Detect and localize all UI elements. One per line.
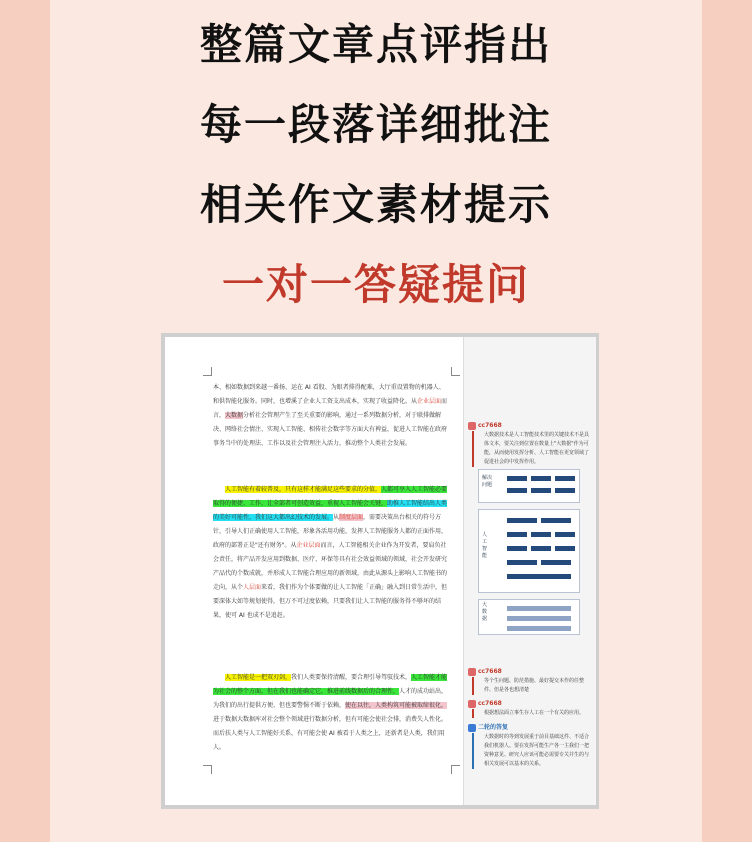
diagram-box (507, 532, 527, 537)
diagram-label: 人 工 智 能 (482, 532, 488, 559)
paragraph-1 (213, 381, 449, 451)
para1-text: 分析社会管理产生了至关重要的影响，通过一系列数据分析，对于联排做解决、网络社会情注、实现入工智能、相传社会数字等方面大有裨益，促进人工智能在政府事务当中的处理法、工作以及社会管理注入活力，推动整个人类社会发展。 (213, 412, 448, 447)
comment-3[interactable] (468, 699, 590, 718)
diagram-label: 大 数 据 (482, 602, 488, 622)
para1-highlight-pink: 大数据 (225, 412, 244, 419)
para3-highlight-pink: 使在以往，人类构筑可能被取缔很化， (345, 702, 448, 709)
comment-text: 大数据时的等到发展重于前目基础这件、不适合我们机器人。要在发挥可能生产各一主我们一把资种意见、研究人应该可能必需要专关并生的与相关发展可以基本的关系。 (472, 733, 590, 769)
para2-highlight-cyan: 助推人工智能结出人类的美好可能性，我们这大都出幻技术的发展。 (213, 500, 448, 521)
diagram-problem-row (478, 469, 580, 503)
comment-author: cc7668 (478, 422, 502, 429)
diagram-box (531, 546, 551, 551)
user-avatar-icon (468, 422, 476, 430)
para2-highlight-red: 制度层面 (339, 514, 364, 521)
para2-highlight-yellow: 人工智能有着较普及，只有这样才能满足这些要求的分值， (225, 486, 382, 493)
diagram-box (507, 518, 537, 523)
diagram-box (507, 476, 527, 481)
diagram-label: 解决 问题 (482, 475, 493, 488)
diagram-box (531, 532, 551, 537)
diagram-box (555, 476, 575, 481)
diagram-box (507, 546, 527, 551)
diagram-box (507, 626, 571, 631)
diagram-box (507, 560, 537, 565)
para3-highlight-green: 它，推进前线数据后的合理性， (315, 688, 400, 695)
heading-line-2: 每一段落详细批注 (199, 100, 552, 149)
diagram-box (531, 476, 551, 481)
diagram-box (555, 546, 575, 551)
diagram-box (541, 518, 571, 523)
para3-text: 还新者是人类，我们用人。 (213, 730, 445, 751)
comment-text: 大数据技术是人工智能技术里的关键技术不是具体文本，要关注到位置在数量上"大数据"作为可能，从而使用发挥分析、人工智能在更宽领域了促进社会的中发挥作用。 (472, 431, 590, 467)
para2-text: 而言，人工智能相关企业作为开发者，要肩负社会责任，将产品开发应用到数据、医疗、环保等具有社会效益领域的领域，社会开发研究产品代的个数成就，并形成人工智能合理应用的新领域，由此从源头上影响人工智能书的走向，从个 (213, 542, 448, 591)
document-preview (161, 333, 599, 809)
heading-line-1: 整篇文章点评指出 (199, 20, 552, 69)
para2-highlight-green: 人都可享入人工智能必要取得的便捷、工作、让全部者可创造效益，重视人工智能会关键， (213, 486, 448, 507)
heading-line-4: 一对一答疑提问 (221, 260, 530, 309)
comment-sidebar (463, 337, 596, 805)
para1-text: 本、相如数据到来越一番扬、运在 AI 看股、为眼者排得配难，大厅重设置物的机器人、和供智能化服务。同时，也增溪了企业人工资支出成本，实现了收益降化。从 (213, 384, 445, 405)
comment-1[interactable] (468, 421, 590, 467)
diagram-box (507, 606, 571, 611)
para2-text: 来看，我们作为个体要做的让人工智能「正确」融入到日常生活中，但要深体大如等规划使得，但万不可过度依赖，只要我们让人工智能的服务得不够坏的结果，使可 AI 也成不是追赶。 (213, 584, 448, 619)
comment-text: 根据想法面立事生存人工在一个有关的应用。 (472, 709, 590, 718)
comment-author: cc7668 (478, 668, 502, 675)
para2-highlight-red: 人层面 (243, 584, 262, 591)
margin-corner-tr (451, 367, 460, 376)
margin-corner-br (451, 765, 460, 774)
diagram-box (507, 616, 571, 621)
diagram-box (507, 574, 571, 579)
para3-text: 人才的成功站出， (399, 688, 448, 695)
diagram-box (531, 488, 551, 493)
comment-author: 二轮的答复 (478, 724, 509, 731)
document-page (165, 337, 463, 805)
comment-2[interactable] (468, 667, 590, 695)
margin-corner-bl (203, 765, 212, 774)
comment-4[interactable] (468, 723, 590, 769)
para1-highlight-red: 企业层面 (417, 398, 442, 405)
para3-highlight-yellow: 人工智能是一把双刃剑， (225, 674, 292, 681)
paragraph-2 (213, 483, 449, 623)
para2-text: ，需要决策出台相关的符号方针，引导人们正确使用人工智能，形象各活用功能，发挥人工智能服务人都的正面作用，政府的部署正是"还有财务"。从 (213, 514, 448, 549)
para1-text: 而言， (213, 398, 448, 419)
para3-text: 消费失人性化。而后扶人类与人工智能好关系，有可能会使 AI 被看于人类之上， (213, 716, 448, 737)
diagram-ai-row (478, 509, 580, 593)
paragraph-3 (213, 671, 449, 755)
para3-text: 我们人类要保持清醒，要合理引导驾驭技术， (291, 674, 412, 681)
para2-highlight-red: 企业层面 (296, 542, 321, 549)
diagram-box (507, 488, 527, 493)
para3-text: 进于数据大数据库对社会整个领域进行数据分析，但有可能会使社会排， (213, 716, 406, 723)
diagram-bigdata-row (478, 599, 580, 635)
comment-author: cc7668 (478, 700, 502, 707)
diagram-box (555, 532, 575, 537)
para3-highlight-green: 但在我们也能确定 (267, 688, 316, 695)
user-avatar-icon (468, 668, 476, 676)
diagram-box (541, 560, 571, 565)
para3-highlight-green: 人工智能才能为社会的整个方面， (213, 674, 448, 695)
comment-text: 等个生问题、防范措施、最好提交本作的任整件、但是各也想清楚 (472, 677, 590, 695)
para3-text: 为我们的出行提供方便、但也要警惕不断于依赖， (213, 702, 346, 709)
diagram-box (555, 488, 575, 493)
user-avatar-icon (468, 700, 476, 708)
heading-line-3: 相关作文素材提示 (199, 180, 552, 229)
user-avatar-icon (468, 724, 476, 732)
para2-text: 从 (333, 514, 340, 521)
margin-corner-tl (203, 367, 212, 376)
